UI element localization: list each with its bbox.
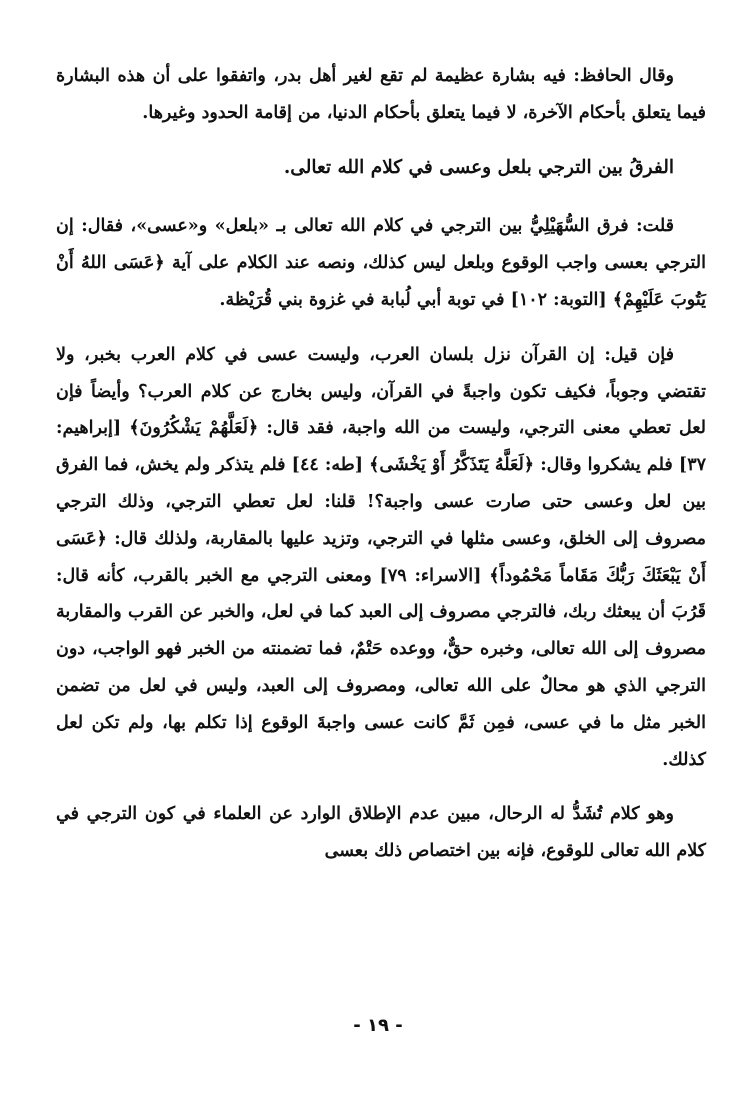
section-heading: الفرقُ بين الترجي بلعل وعسى في كلام الله تعالى. <box>283 156 674 178</box>
paragraph-hafiz-quote: وقال الحافظ: فيه بشارة عظيمة لم تقع لغير أهل بدر، واتفقوا على أن هذه البشارة فيما يتعلق بأحكام الآخرة، لا فيما يتعلق بأحكام الدنيا، من إقامة الحدود وغيرها. <box>56 66 706 123</box>
paragraph-conclusion: وهو كلام تُشَدُّ له الرحال، مبين عدم الإطلاق الوارد عن العلماء في كون الترجي في كلام الله تعالى للوقوع، فإنه بين اختصاص ذلك بعسى <box>56 804 706 862</box>
page-body <box>56 58 706 870</box>
page-number: - ١٩ - <box>353 1015 403 1036</box>
paragraph-question-answer: فإن قيل: إن القرآن نزل بلسان العرب، وليست عسى في كلام العرب بخبر، ولا تقتضي وجوباً، فكيف تكون واجبةً في القرآن، وليس بخارج عن كلام العرب؟ وأيضاً فإن لعل تعطي معنى الترجي، وليست من الله واجبة، فقد قال: ﴿لَعَلَّهُمْ يَشْكُرُونَ﴾ [إبراهيم: ٣٧] فلم يشكروا وقال: ﴿لَعَلَّهُ يَتَذَكَّرُ أَوْ يَخْشَى﴾ [طه: ٤٤] فلم يتذكر ولم يخش، فما الفرق بين لعل وعسى حتى صارت عسى واجبة؟! قلنا: لعل تعطي الترجي، وذلك الترجي مصروف إلى الخلق، وعسى مثلها في الترجي، وتزيد عليها بالمقاربة، ولذلك قال: ﴿عَسَى أَنْ يَبْعَثَكَ رَبُّكَ مَقَاماً مَحْمُوداً﴾ [الاسراء: ٧٩] ومعنى الترجي مع الخبر بالقرب، كأنه قال: قَرُبَ أن يبعثك ربك، فالترجي مصروف إلى العبد كما في لعل، والخبر عن القرب والمقاربة مصروف إلى الله تعالى، وخبره حقٌّ، ووعده حَتْمٌ، فما تضمنته من الخبر فهو الواجب، دون الترجي الذي هو محالٌ على الله تعالى، ومصروف إلى العبد، وليس في لعل من تضمن الخبر مثل ما في عسى، فمِن ثَمَّ كانت عسى واجبةَ الوقوع إذا تكلم بها، ولم تكن لعل كذلك. <box>56 344 706 770</box>
paragraph-suhayli: قلت: فرق السُّهَيْلِيُّ بين الترجي في كلام الله تعالى بـ «بلعل» و«عسى»، فقال: إن الترجي بعسى واجب الوقوع وبلعل ليس كذلك، ونصه عند الكلام على آية ﴿عَسَى اللهُ أَنْ يَتُوبَ عَلَيْهِمْ﴾ [التوبة: ١٠٢] في توبة أبي لُبابة في غزوة بني قُرَيْظة. <box>56 216 706 310</box>
